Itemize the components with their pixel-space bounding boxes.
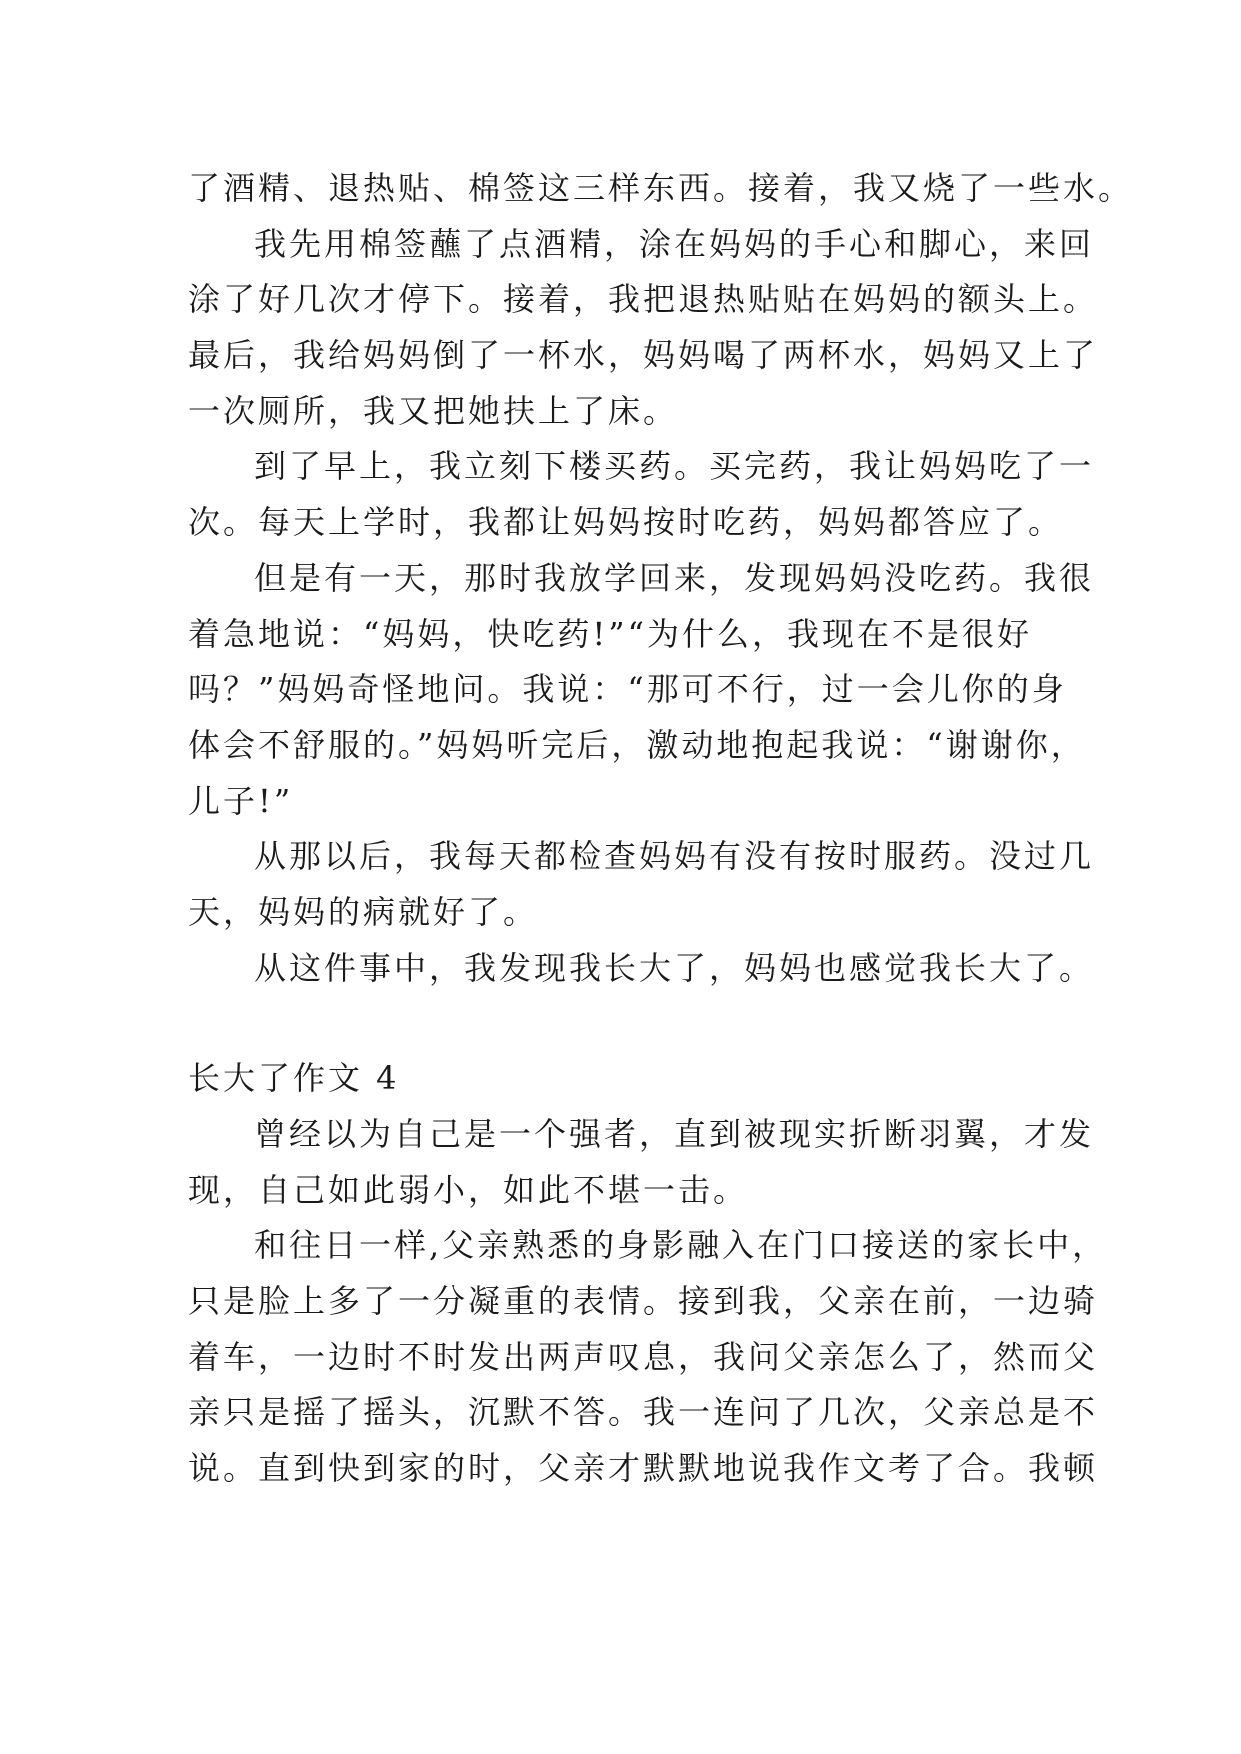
text-line: 说。直到快到家的时，父亲才默默地说我作文考了合。我顿 xyxy=(188,1449,1099,1488)
text-line: 从这件事中，我发现我长大了，妈妈也感觉我长大了。 xyxy=(254,948,1095,987)
text-line: 亲只是摇了摇头，沉默不答。我一连问了几次，父亲总是不 xyxy=(188,1393,1099,1432)
essay-body xyxy=(188,161,1134,1497)
text-line: 只是脸上多了一分凝重的表情。接到我，父亲在前，一边骑 xyxy=(188,1282,1099,1321)
text-line: 着急地说：“妈妈，快吃药!”“为什么，我现在不是很好 xyxy=(188,614,1032,653)
text-line: 儿子!” xyxy=(188,781,294,820)
section-spacer xyxy=(188,996,1068,1051)
text-line: 了酒精、退热贴、棉签这三样东西。接着，我又烧了一些水。 xyxy=(188,169,1134,207)
text-line: 天，妈妈的病就好了。 xyxy=(188,892,539,931)
text-line: 我先用棉签蘸了点酒精，涂在妈妈的手心和脚心，来回 xyxy=(254,224,1095,263)
text-line: 曾经以为自己是一个强者，直到被现实折断羽翼，才发 xyxy=(254,1115,1095,1153)
text-line: 和往日一样,父亲熟悉的身影融入在门口接送的家长中， xyxy=(254,1226,1108,1265)
text-line: 吗？”妈妈奇怪地问。我说：“那可不行，过一会儿你的身 xyxy=(188,670,1067,709)
text-line: 从那以后，我每天都检查妈妈有没有按时服药。没过几 xyxy=(254,837,1095,876)
text-line: 涂了好几次才停下。接着，我把退热贴贴在妈妈的额头上。 xyxy=(188,280,1099,319)
text-line: 但是有一天，那时我放学回来，发现妈妈没吃药。我很 xyxy=(254,558,1095,597)
text-line: 着车，一边时不时发出两声叹息，我问父亲怎么了，然而父 xyxy=(188,1337,1099,1376)
text-line: 次。每天上学时，我都让妈妈按时吃药，妈妈都答应了。 xyxy=(188,503,1064,542)
text-line: 现，自己如此弱小，如此不堪一击。 xyxy=(188,1170,749,1209)
text-line: 一次厕所，我又把她扶上了床。 xyxy=(188,391,679,430)
section-title: 长大了作文 4 xyxy=(188,1059,400,1098)
text-line: 到了早上，我立刻下楼买药。买完药，我让妈妈吃了一 xyxy=(254,447,1095,486)
text-line: 最后，我给妈妈倒了一杯水，妈妈喝了两杯水，妈妈又上了 xyxy=(188,336,1099,375)
text-line: 体会不舒服的。”妈妈听完后，激动地抱起我说：“谢谢你， xyxy=(188,725,1086,764)
